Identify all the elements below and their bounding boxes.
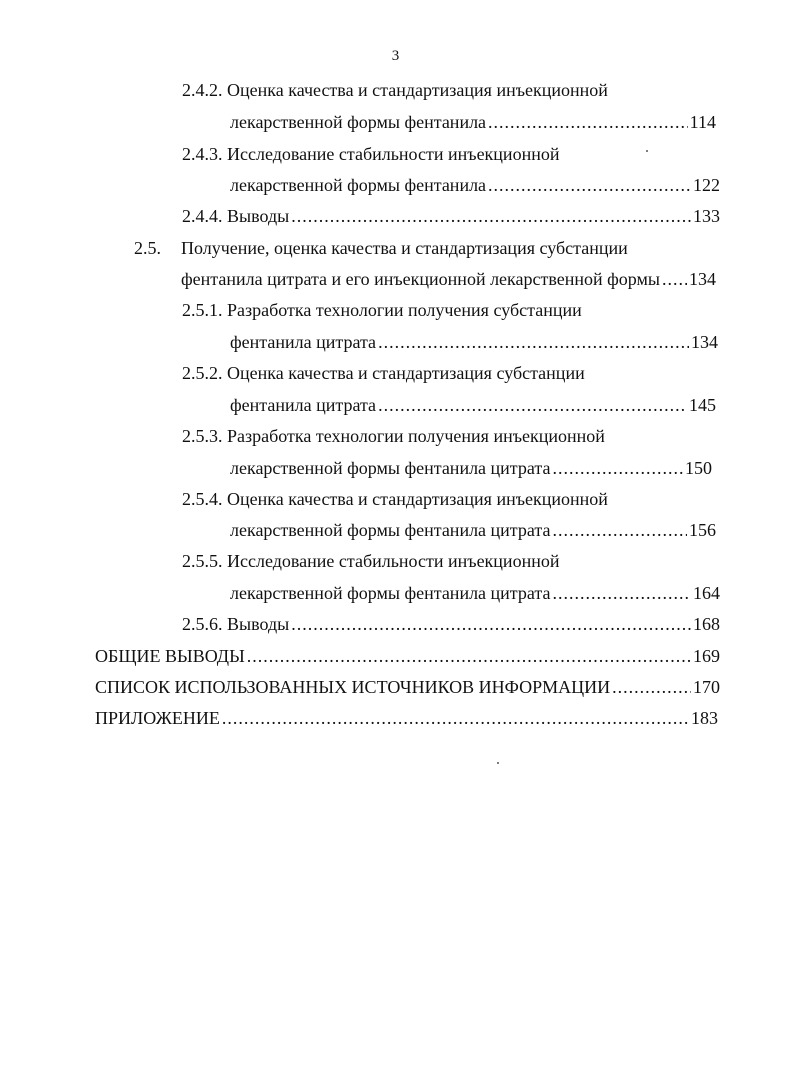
toc-number: 2.5.5.	[182, 551, 223, 571]
dot-leader	[662, 267, 687, 291]
toc-entry-2-5-1-line2[interactable]	[230, 330, 718, 354]
toc-entry-2-4-4[interactable]	[182, 204, 720, 228]
dot-leader	[222, 706, 689, 730]
toc-entry-2-5-6[interactable]	[182, 612, 720, 636]
toc-page-number: 145	[689, 395, 716, 415]
toc-page-number: 183	[691, 708, 718, 728]
scan-speck	[497, 762, 499, 764]
toc-entry-2-5-line1	[134, 236, 628, 260]
dot-leader	[247, 644, 691, 668]
toc-number: 2.4.2.	[182, 80, 223, 100]
toc-entry-2-4-2-line1	[182, 78, 608, 102]
toc-number: 2.5.6.	[182, 614, 223, 634]
toc-title-continued: лекарственной формы фентанила цитрата	[230, 583, 551, 603]
toc-entry-appendix[interactable]	[95, 706, 718, 730]
toc-title-continued: фентанила цитрата	[230, 395, 377, 415]
toc-number: 2.4.4.	[182, 206, 223, 226]
toc-title-continued: фентанила цитрата и его инъекционной лекарственной формы	[181, 269, 661, 289]
toc-entry-2-5-4-line1	[182, 487, 608, 511]
toc-page-number: 133	[693, 206, 720, 226]
toc-title-continued: фентанила цитрата	[230, 332, 377, 352]
toc-title-text: Выводы	[227, 206, 290, 226]
toc-entry-references[interactable]	[95, 675, 720, 699]
toc-entry-2-5-5-line1	[182, 549, 559, 573]
toc-entry-2-4-3-line2[interactable]	[230, 173, 720, 197]
toc-number: 2.5.	[134, 238, 161, 258]
toc-entry-2-5-2-line2[interactable]	[230, 393, 716, 417]
toc-entry-2-4-2-line2[interactable]	[230, 110, 716, 134]
toc-title: Оценка качества и стандартизация инъекционной	[227, 489, 608, 509]
toc-page-number: 169	[693, 646, 720, 666]
toc-page-number: 134	[691, 332, 718, 352]
page-number: 3	[391, 48, 400, 64]
toc-entry-2-4-3-line1	[182, 142, 559, 166]
toc-title: Оценка качества и стандартизация инъекционной	[227, 80, 608, 100]
toc-number: 2.5.1.	[182, 300, 223, 320]
dot-leader	[488, 110, 688, 134]
toc-title-text: Выводы	[227, 614, 290, 634]
toc-entry-2-5-line2[interactable]	[181, 267, 716, 291]
toc-entry-2-5-3-line2[interactable]	[230, 456, 712, 480]
toc-title: Разработка технологии получения инъекционной	[227, 426, 605, 446]
toc-title: Исследование стабильности инъекционной	[227, 144, 560, 164]
toc-title	[182, 204, 289, 228]
toc-page-number: 150	[685, 458, 712, 478]
toc-entry-2-5-5-line2[interactable]	[230, 581, 720, 605]
toc-title: Получение, оценка качества и стандартизация субстанции	[181, 238, 628, 258]
dot-leader	[291, 204, 691, 228]
toc-title	[182, 612, 289, 636]
toc-title: ПРИЛОЖЕНИЕ	[95, 708, 220, 728]
toc-page-number: 170	[693, 677, 720, 697]
toc-title: ОБЩИЕ ВЫВОДЫ	[95, 646, 245, 666]
toc-title-continued: лекарственной формы фентанила	[230, 112, 487, 132]
toc-title: Исследование стабильности инъекционной	[227, 551, 560, 571]
toc-entry-2-5-1-line1	[182, 298, 582, 322]
toc-entry-2-5-4-line2[interactable]	[230, 518, 716, 542]
dot-leader	[553, 456, 684, 480]
scan-speck	[646, 150, 648, 152]
toc-number: 2.5.2.	[182, 363, 223, 383]
dot-leader	[291, 612, 691, 636]
dot-leader	[378, 330, 689, 354]
toc-entry-2-5-2-line1	[182, 361, 585, 385]
toc-title: СПИСОК ИСПОЛЬЗОВАННЫХ ИСТОЧНИКОВ ИНФОРМАЦИИ	[95, 677, 611, 697]
dot-leader	[488, 173, 691, 197]
toc-number: 2.5.4.	[182, 489, 223, 509]
toc-title-continued: лекарственной формы фентанила	[230, 175, 487, 195]
toc-number: 2.5.3.	[182, 426, 223, 446]
dot-leader	[378, 393, 687, 417]
toc-title-continued: лекарственной формы фентанила цитрата	[230, 520, 551, 540]
toc-title: Оценка качества и стандартизация субстанции	[227, 363, 585, 383]
toc-page-number: 168	[693, 614, 720, 634]
dot-leader	[553, 581, 692, 605]
dot-leader	[553, 518, 688, 542]
toc-page-number: 156	[689, 520, 716, 540]
toc-entry-2-5-3-line1	[182, 424, 605, 448]
toc-page-number: 164	[693, 583, 720, 603]
toc-entry-general-conclusions[interactable]	[95, 644, 720, 668]
toc-page-number: 114	[689, 112, 716, 132]
toc-title-continued: лекарственной формы фентанила цитрата	[230, 458, 551, 478]
toc-page-number: 122	[693, 175, 720, 195]
toc-title: Разработка технологии получения субстанции	[227, 300, 582, 320]
toc-page-number: 134	[689, 269, 716, 289]
dot-leader	[612, 675, 691, 699]
toc-number: 2.4.3.	[182, 144, 223, 164]
